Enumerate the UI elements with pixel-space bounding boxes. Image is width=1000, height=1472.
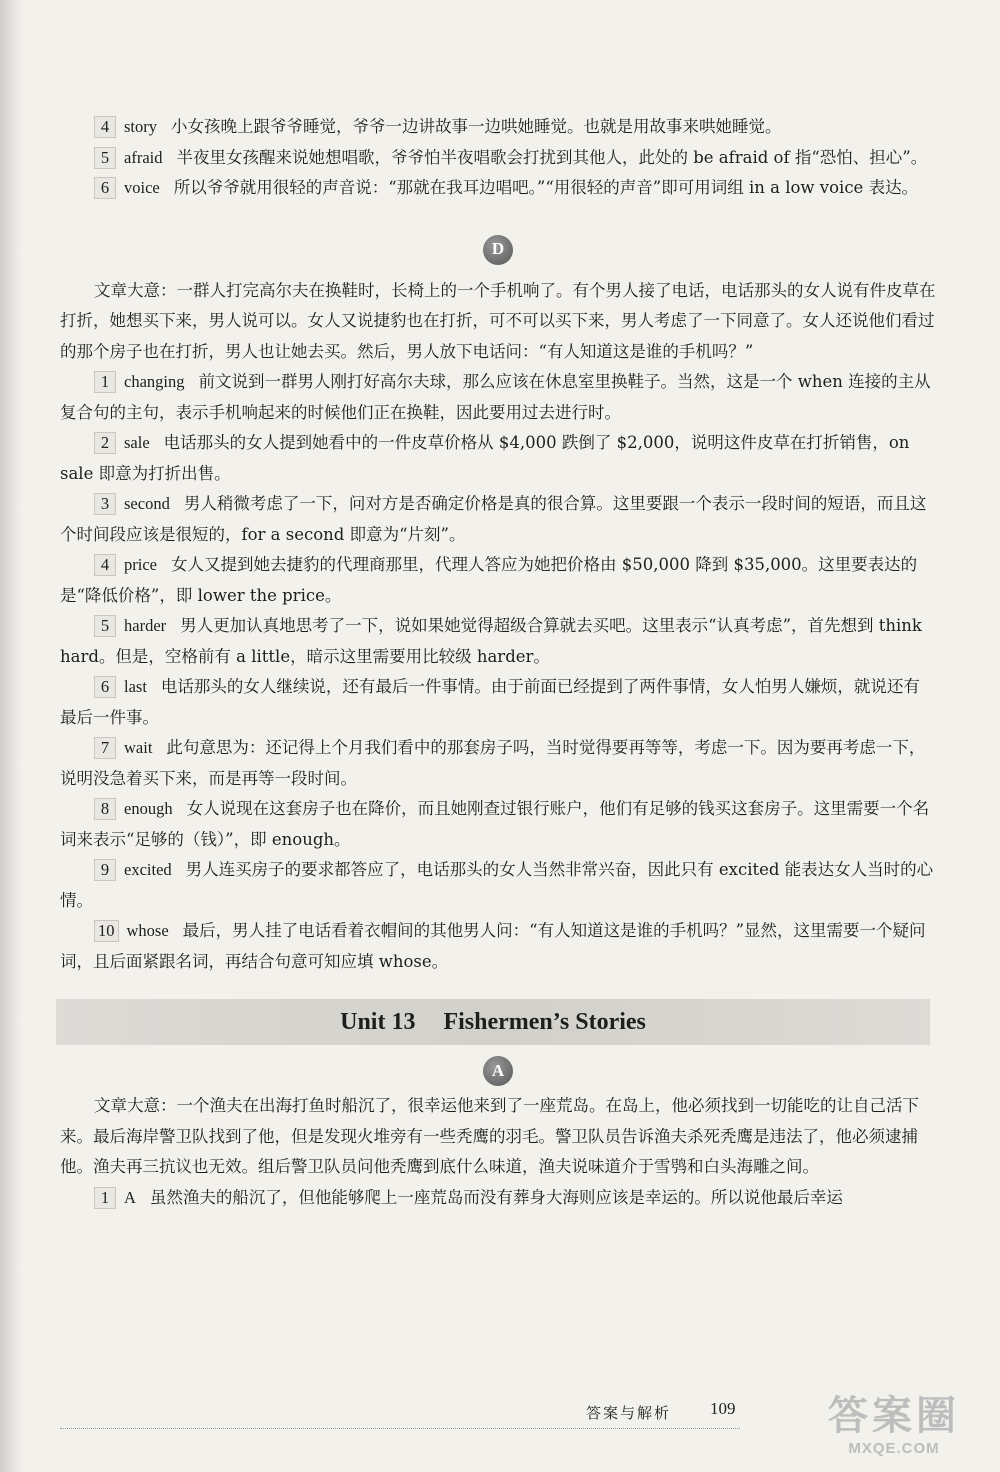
answer-key: A	[124, 1187, 136, 1207]
item-number: 7	[94, 737, 116, 759]
item-number: 2	[94, 432, 116, 454]
page-edge-shadow	[0, 0, 22, 1472]
section-summary: 文章大意：一个渔夫在出海打鱼时船沉了，很幸运他来到了一座荒岛。在岛上，他必须找到一切能吃的让自己活下来。最后海岸警卫队找到了他，但是发现火堆旁有一些秃鹰的羽毛。警卫队员告诉渔夫杀死秃鹰是违法了，他必须逮捕他。渔夫再三抗议也无效。组后警卫队员问他秃鹰到底什么味道，渔夫说味道介于雪鸮和白头海雕之间。	[60, 1096, 919, 1176]
answer-explanation: 所以爷爷就用很轻的声音说：“那就在我耳边唱吧。”“用很轻的声音”即可用词组 in a low voice 表达。	[173, 178, 919, 197]
answer-explanation: 电话那头的女人提到她看中的一件皮草价格从 $4,000 跌倒了 $2,000，说明这件皮草在打折销售，on sale 即意为打折出售。	[60, 433, 910, 483]
section-badge-a: A	[483, 1056, 513, 1086]
unit-title: Fishermen’s Stories	[443, 1008, 646, 1035]
item-number: 6	[94, 676, 116, 698]
section-c-answers	[60, 112, 936, 204]
answer-explanation: 男人连买房子的要求都答应了，电话那头的女人当然非常兴奋，因此只有 excited 能表达女人当时的心情。	[60, 860, 934, 910]
answer-item	[60, 367, 936, 428]
answer-key: wait	[124, 738, 153, 757]
answer-explanation: 电话那头的女人继续说，还有最后一件事情。由于前面已经提到了两件事情，女人怕男人嫌烦，就说还有最后一件事。	[60, 677, 920, 727]
section-a-header	[60, 1051, 936, 1091]
answer-item	[60, 550, 936, 611]
answer-explanation: 男人更加认真地思考了一下，说如果她觉得超级合算就去买吧。这里表示“认真考虑”，首先想到 think hard。但是，空格前有 a little，暗示这里需要用比较级 harder。	[60, 616, 922, 666]
item-number: 5	[94, 615, 116, 637]
unit-number: Unit 13	[340, 1008, 416, 1035]
answer-key: story	[124, 117, 157, 136]
answer-explanation: 半夜里女孩醒来说她想唱歌，爷爷怕半夜唱歌会打扰到其他人，此处的 be afraid of 指“恐怕、担心”。	[176, 147, 928, 167]
answer-explanation: 前文说到一群男人刚打好高尔夫球，那么应该在休息室里换鞋子。当然，这是一个 when 连接的主从复合句的主句，表示手机响起来的时候他们正在换鞋，因此要用过去进行时。	[60, 372, 931, 422]
footer-label: 答案与解析	[586, 1404, 672, 1422]
answer-explanation: 男人稍微考虑了一下，问对方是否确定价格是真的很合算。这里要跟一个表示一段时间的短语，而且这个时间段应该是很短的，for a second 即意为“片刻”。	[60, 494, 927, 544]
page-number: 109	[710, 1399, 736, 1418]
answer-explanation: 虽然渔夫的船沉了，但他能够爬上一座荒岛而没有葬身大海则应该是幸运的。所以说他最后幸运	[149, 1187, 843, 1207]
section-summary: 文章大意：一群人打完高尔夫在换鞋时，长椅上的一个手机响了。有个男人接了电话，电话那头的女人说有件皮草在打折，她想买下来，男人说可以。女人又说捷豹也在打折，可不可以买下来，男人考虑了一下同意了。女人还说他们看过的那个房子也在打折，男人也让她去买。然后，男人放下电话问：“有人知道这是谁的手机吗？”	[60, 280, 936, 361]
answer-item	[60, 794, 936, 855]
page-content	[60, 112, 936, 1213]
answer-key: second	[124, 494, 170, 513]
answer-key: afraid	[124, 147, 163, 167]
answer-key: harder	[124, 616, 167, 635]
section-badge-d: D	[483, 235, 513, 265]
answer-item	[60, 489, 936, 550]
footer-rule	[60, 1428, 740, 1429]
item-number: 3	[94, 493, 116, 515]
item-number: 10	[94, 920, 119, 942]
item-number: 5	[94, 147, 116, 169]
item-number: 4	[94, 116, 116, 138]
answer-item	[60, 143, 936, 174]
section-d-answers	[60, 276, 936, 978]
watermark-logo: 答案圈	[828, 1392, 960, 1439]
answer-item	[60, 916, 936, 977]
item-number: 1	[94, 371, 116, 393]
answer-key: sale	[124, 433, 150, 452]
answer-explanation: 女人说现在这套房子也在降价，而且她刚查过银行账户，他们有足够的钱买这套房子。这里需要一个名词来表示“足够的（钱）”，即 enough。	[60, 799, 930, 849]
answer-key: excited	[124, 860, 172, 879]
item-number: 4	[94, 554, 116, 576]
answer-key: changing	[124, 372, 185, 391]
watermark	[804, 1392, 984, 1470]
answer-explanation: 小女孩晚上跟爷爷睡觉，爷爷一边讲故事一边哄她睡觉。也就是用故事来哄她睡觉。	[171, 117, 782, 136]
answer-item	[60, 855, 936, 916]
answer-key: last	[124, 677, 147, 696]
answer-explanation: 女人又提到她去捷豹的代理商那里，代理人答应为她把价格由 $50,000 降到 $35,000。这里要表达的是“降低价格”，即 lower the price。	[60, 555, 918, 605]
answer-explanation: 最后，男人挂了电话看着衣帽间的其他男人问：“有人知道这是谁的手机吗？”显然，这里需要一个疑问词，且后面紧跟名词，再结合句意可知应填 whose。	[60, 921, 926, 971]
answer-key: price	[124, 555, 157, 574]
section-a-answers	[60, 1091, 936, 1213]
item-number: 8	[94, 798, 116, 820]
answer-key: enough	[124, 799, 173, 818]
answer-item	[60, 733, 936, 794]
answer-item	[60, 672, 936, 733]
item-number: 1	[94, 1187, 116, 1209]
unit-title-bar	[56, 999, 930, 1045]
answer-explanation: 此句意思为：还记得上个月我们看中的那套房子吗，当时觉得要再等等，考虑一下。因为要再考虑一下，说明没急着买下来，而是再等一段时间。	[60, 738, 926, 788]
answer-item	[60, 428, 936, 489]
answer-item	[60, 611, 936, 672]
answer-item	[60, 173, 936, 204]
section-d-header	[60, 224, 936, 276]
answer-item	[60, 112, 936, 143]
answer-key: voice	[124, 178, 160, 197]
answer-key: whose	[126, 921, 169, 940]
item-number: 6	[94, 177, 116, 199]
watermark-url: MXQE.COM	[848, 1440, 940, 1457]
item-number: 9	[94, 859, 116, 881]
answer-item	[60, 1183, 936, 1214]
